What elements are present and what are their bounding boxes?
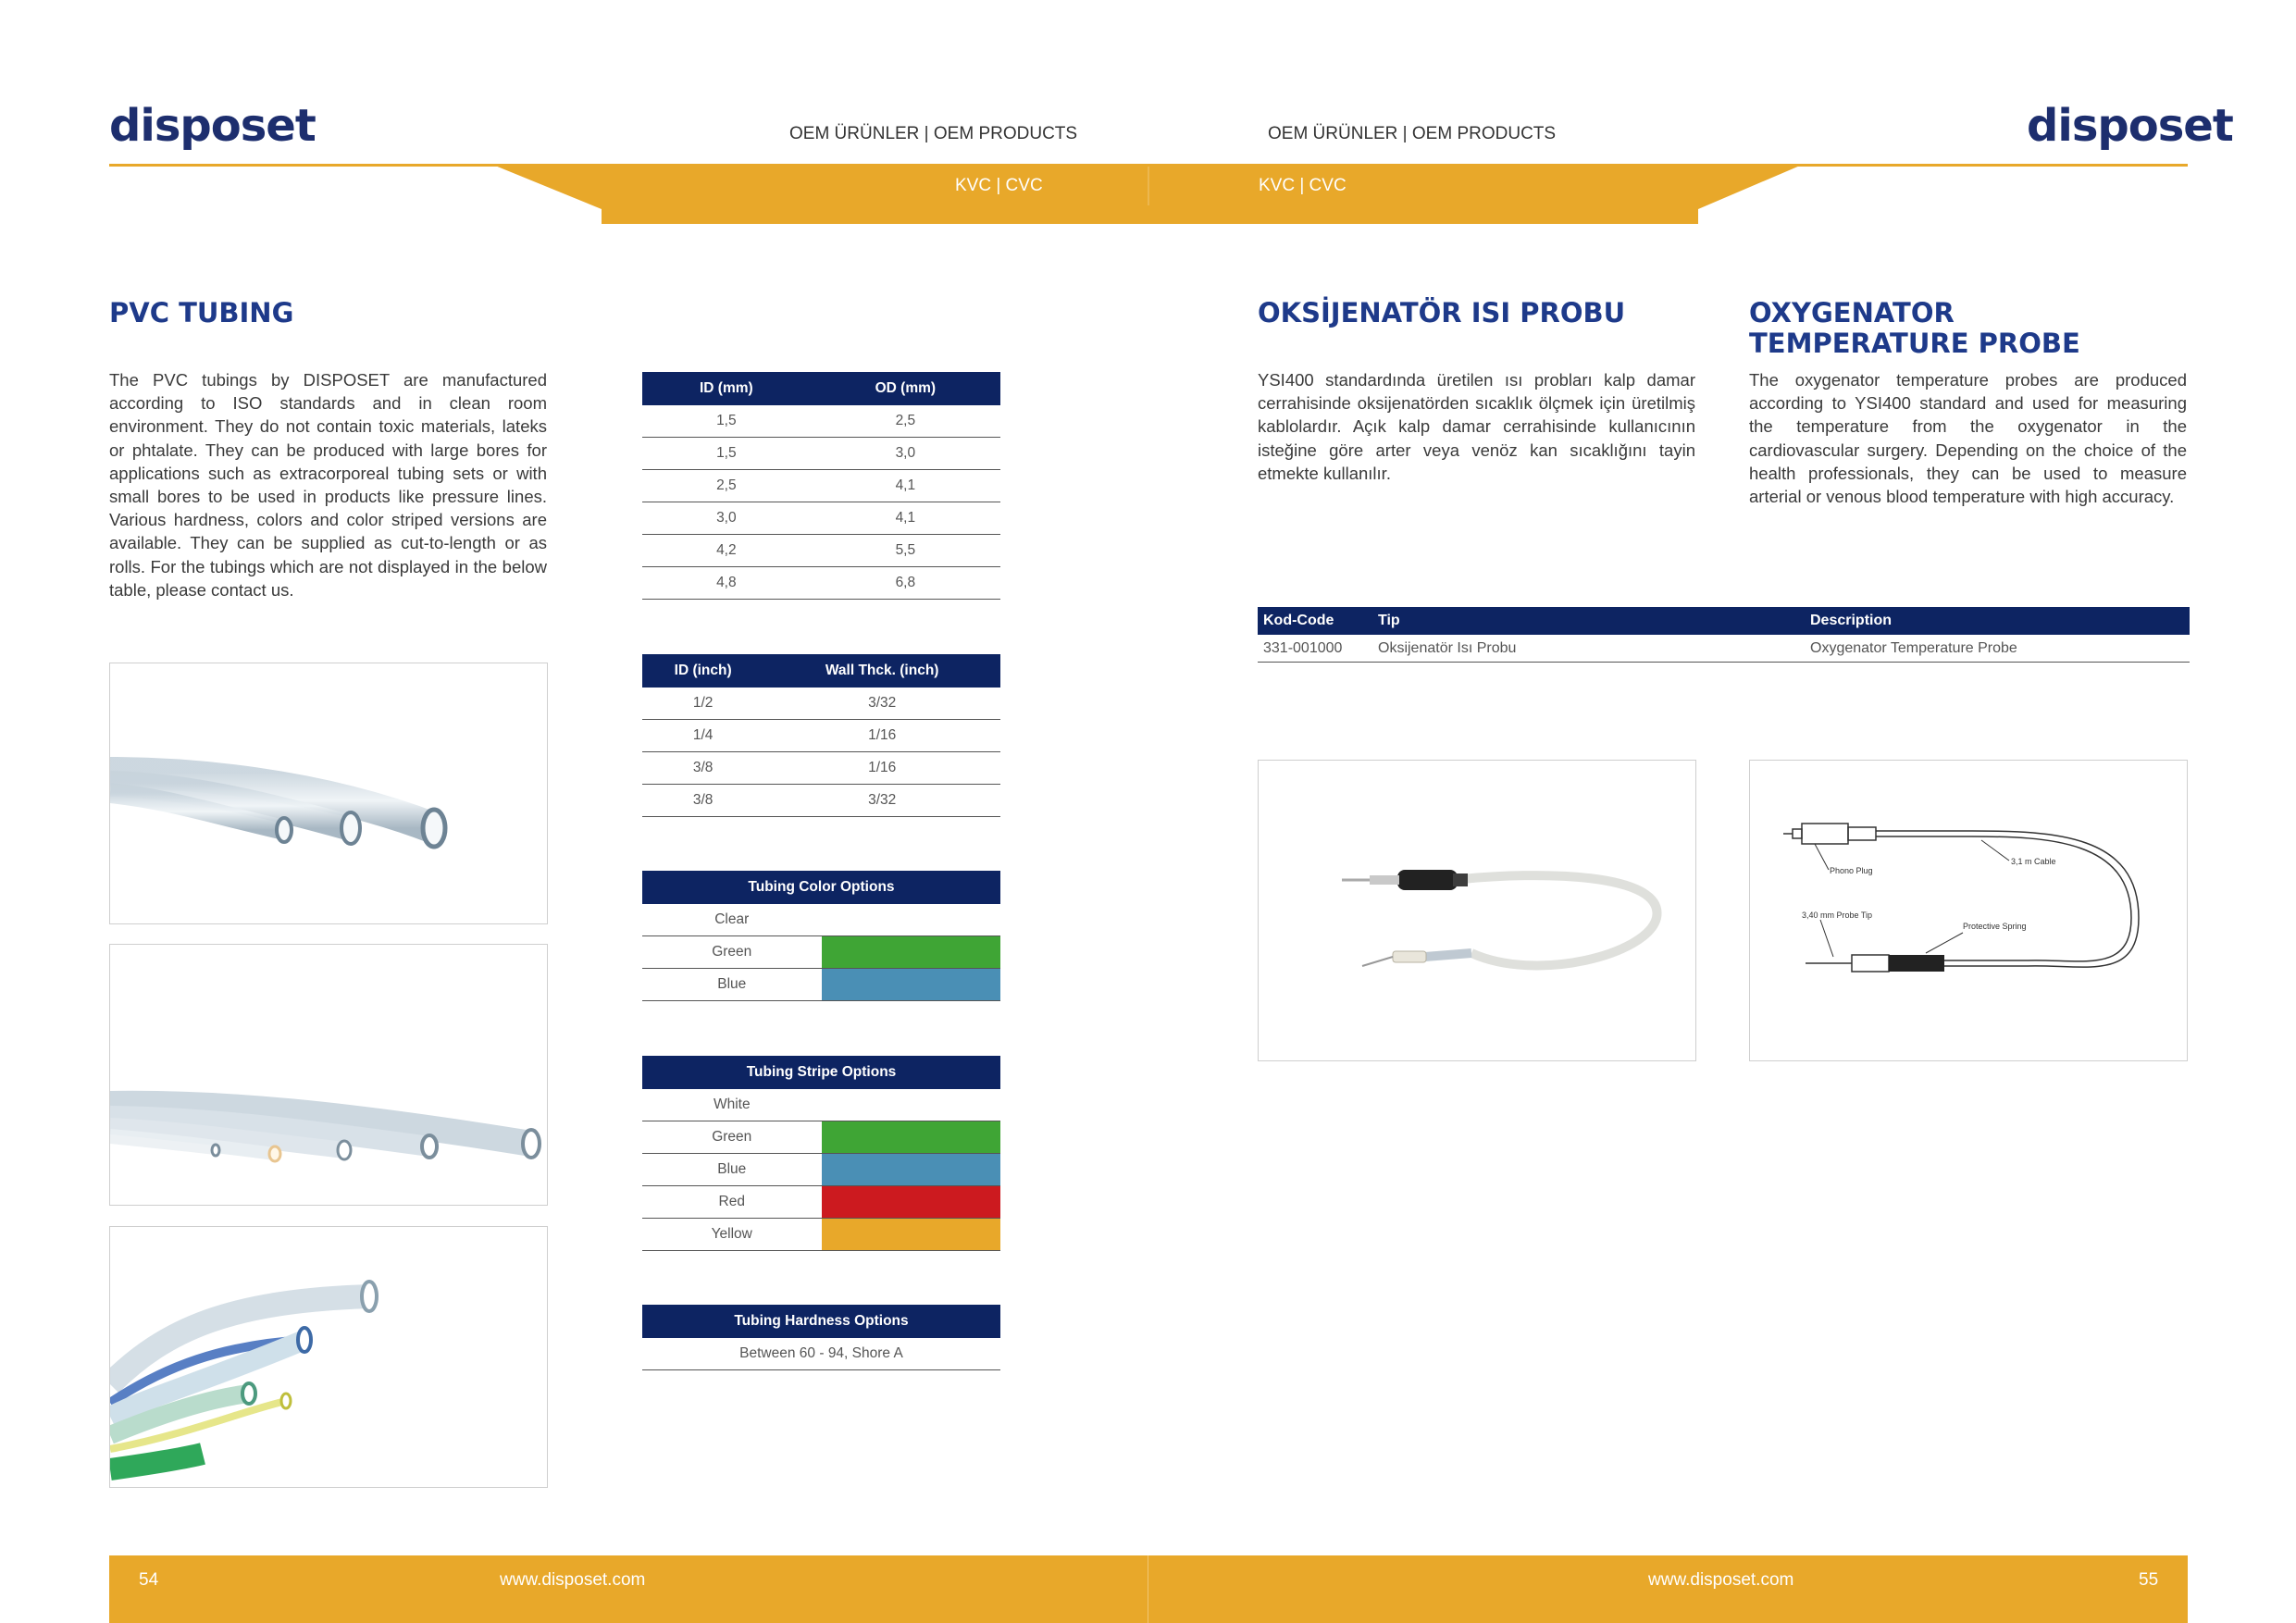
color-swatch	[822, 1089, 1001, 1121]
color-swatch	[822, 904, 1001, 936]
diagram-label-spring: Protective Spring	[1963, 922, 2027, 931]
tubing-color-options-table	[642, 871, 1000, 1001]
table-cell: Oxygenator Temperature Probe	[1805, 635, 2190, 663]
table-row	[642, 438, 1000, 470]
section-label-left: OEM ÜRÜNLER | OEM PRODUCTS	[789, 124, 1078, 143]
option-label: Green	[642, 1121, 822, 1154]
table-cell: 5,5	[811, 535, 1000, 567]
probe-description-en: The oxygenator temperature probes are produced according to YSI400 standard and used for measuring the temperature from the oxygenator in the cardiovascular surgery. Depending on the choice of the health professionals, they can be used to measure arterial or venous blood temperature with high accuracy.	[1749, 370, 2187, 507]
table-cell: 4,1	[811, 502, 1000, 535]
colored-tubing-image	[109, 1226, 548, 1488]
table-cell: 2,5	[811, 405, 1000, 438]
page-number-right: 55	[2139, 1570, 2159, 1590]
category-label-left: KVC | CVC	[955, 176, 1043, 195]
footer-bar	[109, 1555, 2188, 1623]
table-row	[642, 1089, 1000, 1121]
table-row	[642, 1338, 1000, 1370]
page-title-en-line1: OXYGENATOR	[1749, 297, 1955, 328]
option-label: Blue	[642, 969, 822, 1001]
color-swatch	[822, 936, 1001, 969]
table-cell: 4,2	[642, 535, 811, 567]
option-label: White	[642, 1089, 822, 1121]
option-label: Blue	[642, 1154, 822, 1186]
table-cell: 331-001000	[1258, 635, 1372, 663]
page-title-tr: OKSİJENATÖR ISI PROBU	[1258, 297, 1626, 328]
diagram-label-phono-plug: Phono Plug	[1830, 866, 1873, 875]
disposet-logo-left: disposet	[109, 100, 316, 152]
temperature-probe-diagram	[1749, 760, 2188, 1061]
table-row	[642, 688, 1000, 720]
table-row	[642, 470, 1000, 502]
color-swatch	[822, 1121, 1001, 1154]
table-row	[642, 502, 1000, 535]
table-cell: 3/8	[642, 785, 763, 817]
table-row	[642, 752, 1000, 785]
table-row	[1258, 635, 2190, 663]
table-cell: 6,8	[811, 567, 1000, 600]
website-link-right[interactable]: www.disposet.com	[1648, 1570, 1794, 1590]
table-cell: 3/32	[763, 688, 1000, 720]
diagram-label-probe-tip: 3,40 mm Probe Tip	[1802, 911, 1873, 920]
table-row	[642, 567, 1000, 600]
table-row	[642, 405, 1000, 438]
striped-tubing-image	[109, 944, 548, 1206]
table-header: Tubing Hardness Options	[642, 1305, 1000, 1338]
option-label: Clear	[642, 904, 822, 936]
table-cell: 4,8	[642, 567, 811, 600]
column-header: ID (inch)	[642, 654, 763, 688]
section-label-right: OEM ÜRÜNLER | OEM PRODUCTS	[1268, 124, 1557, 143]
temperature-probe-photo	[1258, 760, 1696, 1061]
column-header: Description	[1805, 607, 2190, 635]
table-cell: 2,5	[642, 470, 811, 502]
page-number-left: 54	[139, 1570, 159, 1590]
table-row	[642, 1154, 1000, 1186]
header-banner	[0, 0, 2296, 241]
table-cell: 1/16	[763, 720, 1000, 752]
color-swatch	[822, 1219, 1001, 1251]
option-label: Green	[642, 936, 822, 969]
clear-tubing-image	[109, 663, 548, 924]
table-cell: 1/2	[642, 688, 763, 720]
table-row	[642, 1121, 1000, 1154]
table-row	[642, 535, 1000, 567]
color-swatch	[822, 1186, 1001, 1219]
tubing-size-inch-table	[642, 654, 1000, 817]
website-link-left[interactable]: www.disposet.com	[500, 1570, 646, 1590]
tubing-hardness-options-table	[642, 1305, 1000, 1370]
pvc-description: The PVC tubings by DISPOSET are manufactured according to ISO standards and in clean room environment. They do not contain toxic materials, lateks or phtalate. They can be produced with large bores for applications such as extracorporeal tubing sets or with small bores to be used in products like pressure lines. Various hardness, colors and color striped versions are available. They can be supplied as cut-to-length or as rolls. For the tubings which are not displayed in the below table, please contact us.	[109, 370, 547, 600]
table-cell: 3,0	[811, 438, 1000, 470]
table-row	[642, 720, 1000, 752]
table-header: Tubing Color Options	[642, 871, 1000, 904]
disposet-logo-right: disposet	[2027, 100, 2233, 152]
tubing-stripe-options-table	[642, 1056, 1000, 1251]
table-cell: Between 60 - 94, Shore A	[642, 1338, 1000, 1370]
table-row	[642, 1219, 1000, 1251]
table-row	[642, 936, 1000, 969]
category-label-right: KVC | CVC	[1259, 176, 1347, 195]
table-header: Tubing Stripe Options	[642, 1056, 1000, 1089]
column-header: ID (mm)	[642, 372, 811, 405]
color-swatch	[822, 1154, 1001, 1186]
table-cell: 1,5	[642, 405, 811, 438]
product-code-table	[1258, 607, 2190, 663]
column-header: Kod-Code	[1258, 607, 1372, 635]
table-cell: 1/4	[642, 720, 763, 752]
page-title-en-line2: TEMPERATURE PROBE	[1749, 328, 2080, 359]
diagram-label-cable: 3,1 m Cable	[2011, 857, 2056, 866]
table-row	[642, 785, 1000, 817]
table-cell: Oksijenatör Isı Probu	[1372, 635, 1805, 663]
column-header: Tip	[1372, 607, 1805, 635]
table-cell: 3,0	[642, 502, 811, 535]
tubing-size-mm-table	[642, 372, 1000, 600]
page-title-pvc-tubing: PVC TUBING	[109, 297, 294, 328]
column-header: Wall Thck. (inch)	[763, 654, 1000, 688]
probe-description-tr: YSI400 standardında üretilen ısı probları kalp damar cerrahisinde oksijenatörden sıcaklık ölçmek için üretilmiş kablolardır. Açık kalp damar cerrahisinde kullanıcının isteğine göre arter veya venöz kan sıcaklığını tayin etmekte kullanılır.	[1258, 370, 1695, 483]
table-cell: 3/32	[763, 785, 1000, 817]
table-row	[642, 969, 1000, 1001]
column-header: OD (mm)	[811, 372, 1000, 405]
option-label: Yellow	[642, 1219, 822, 1251]
table-cell: 3/8	[642, 752, 763, 785]
table-cell: 4,1	[811, 470, 1000, 502]
table-cell: 1,5	[642, 438, 811, 470]
option-label: Red	[642, 1186, 822, 1219]
table-row	[642, 904, 1000, 936]
color-swatch	[822, 969, 1001, 1001]
table-row	[642, 1186, 1000, 1219]
table-cell: 1/16	[763, 752, 1000, 785]
